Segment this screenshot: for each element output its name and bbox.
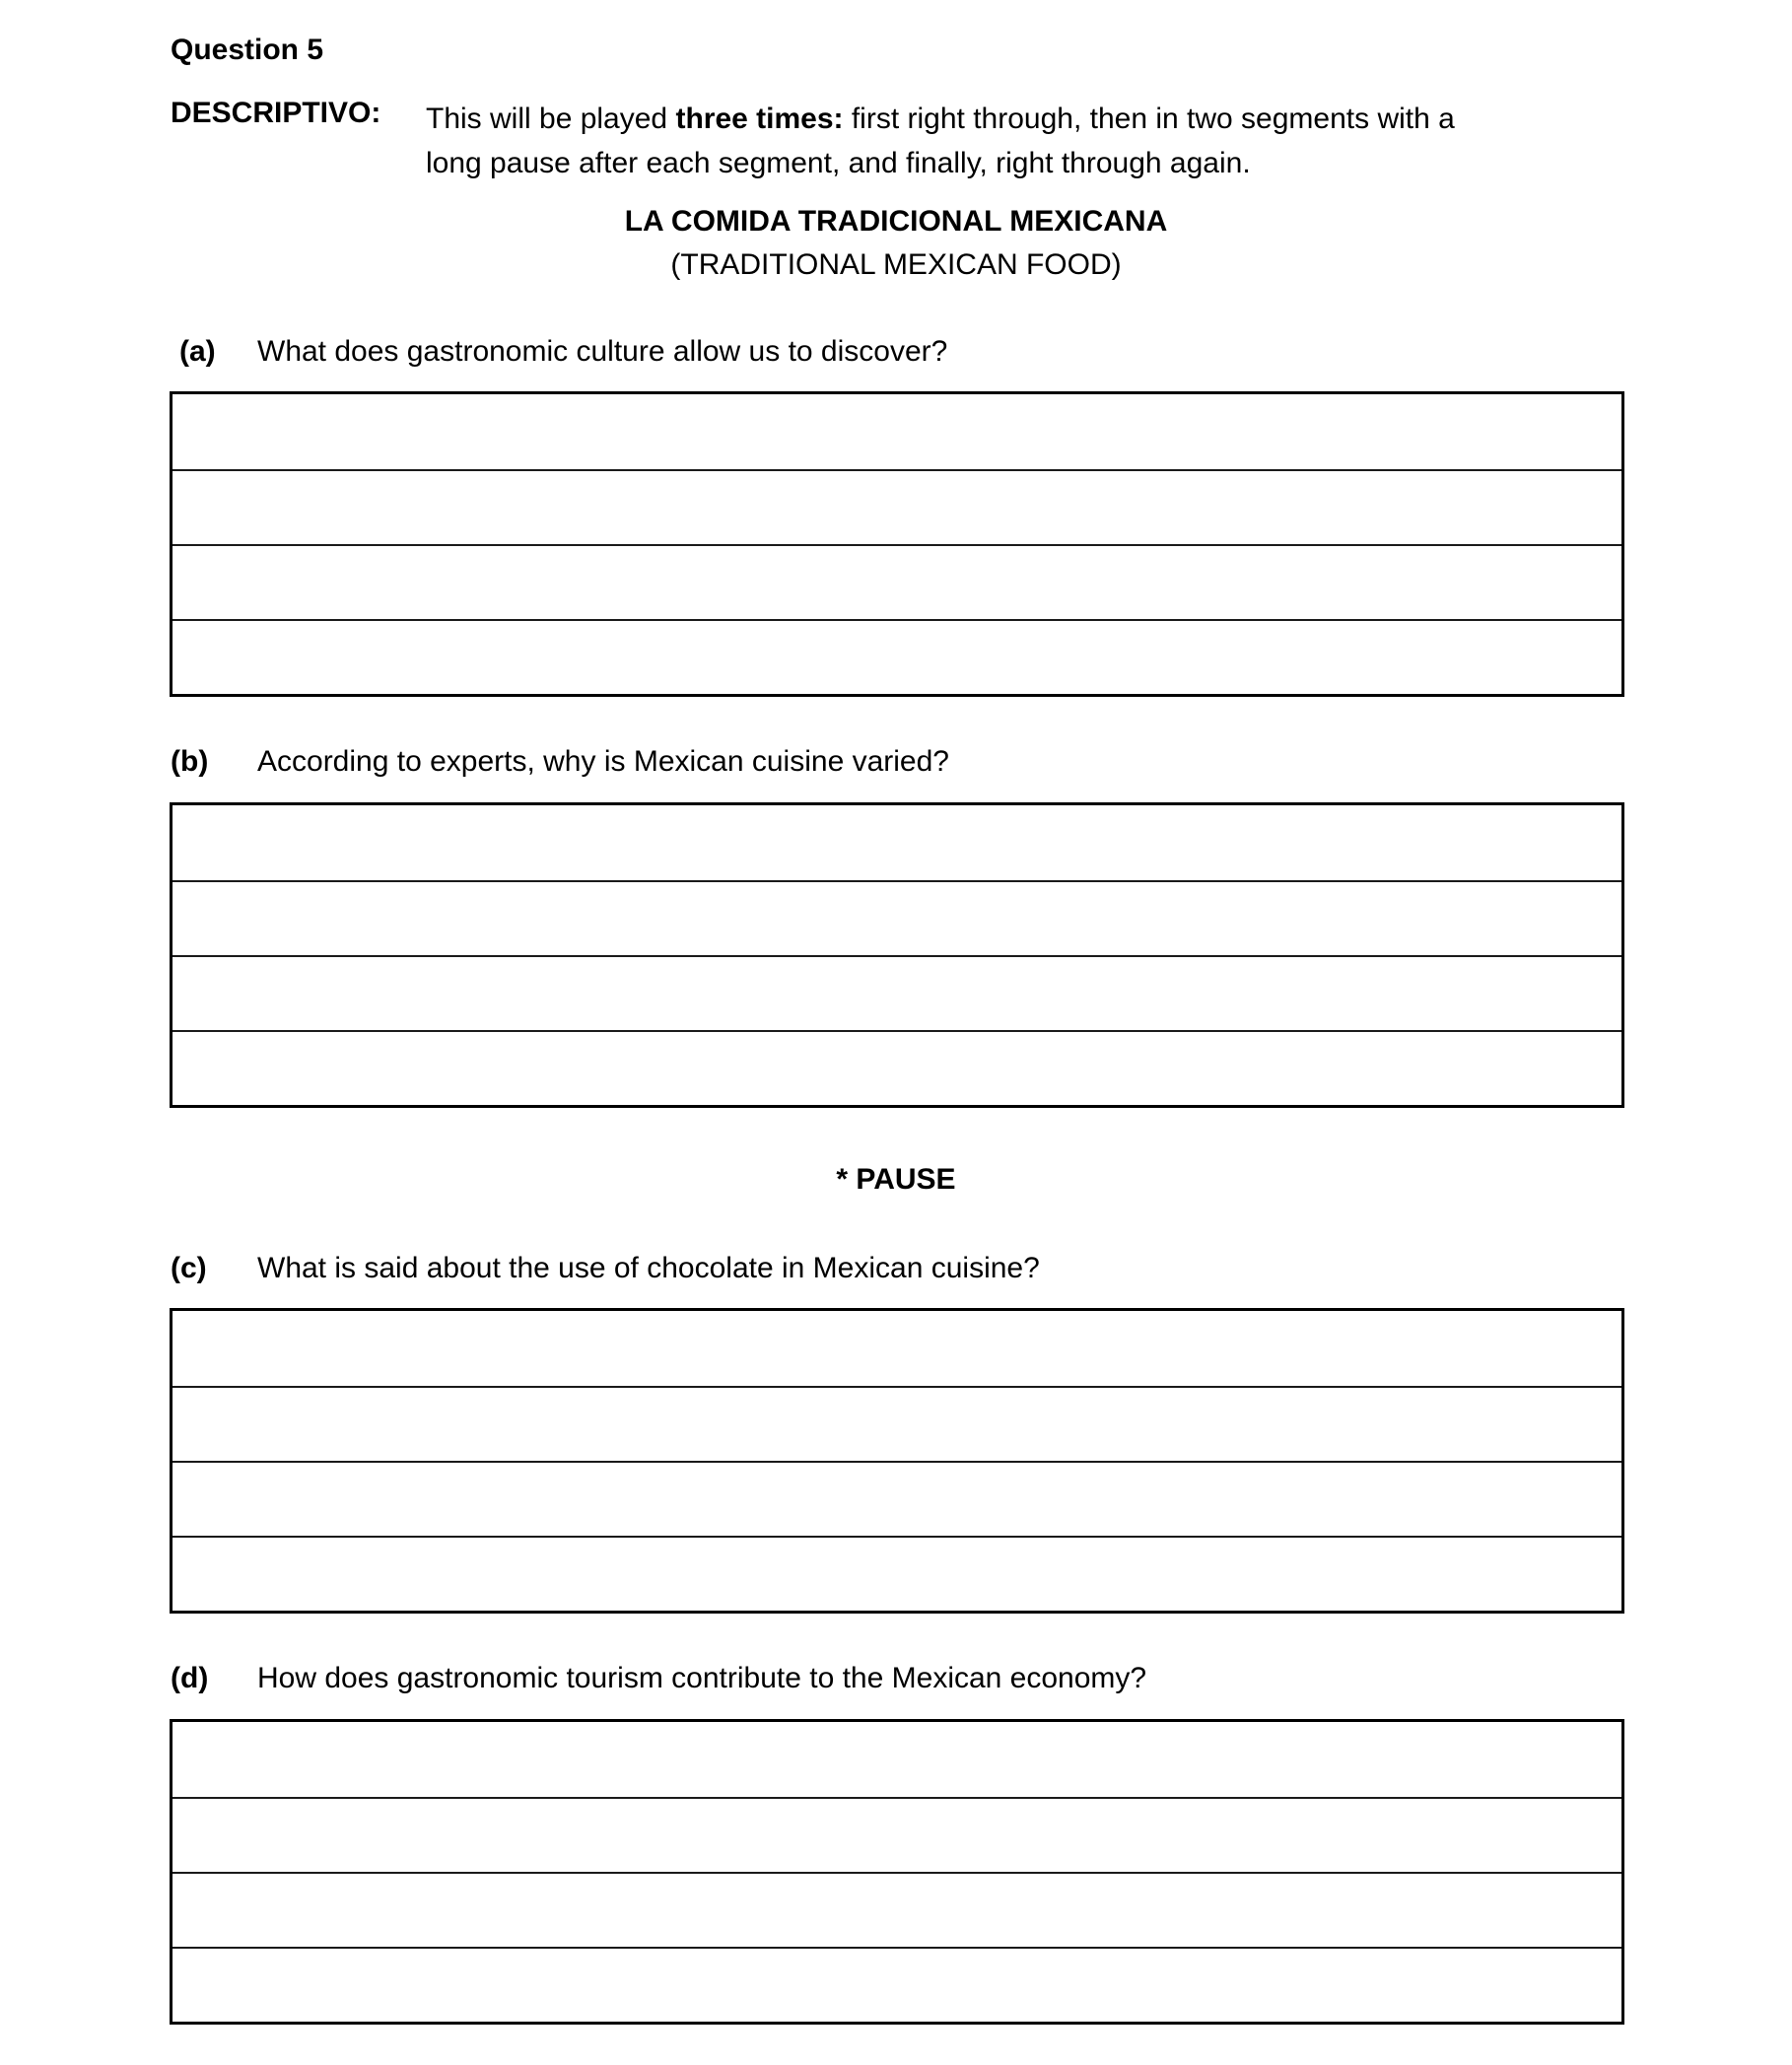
answer-box-b[interactable] <box>170 802 1624 1108</box>
passage-title-english: (TRADITIONAL MEXICAN FOOD) <box>670 248 1122 281</box>
answer-line[interactable] <box>172 1722 1621 1797</box>
answer-line[interactable] <box>172 619 1621 694</box>
answer-line[interactable] <box>172 1872 1621 1947</box>
question-a-label: (a) <box>179 335 216 368</box>
question-b-text: According to experts, why is Mexican cuisine varied? <box>257 745 949 778</box>
answer-line[interactable] <box>172 1536 1621 1611</box>
answer-line[interactable] <box>172 1461 1621 1536</box>
instruction-line-1 <box>426 97 1455 141</box>
answer-line[interactable] <box>172 805 1621 880</box>
answer-line[interactable] <box>172 1947 1621 2022</box>
instruction-part-2: first right through, then in two segments with a <box>843 103 1455 135</box>
question-c-label: (c) <box>171 1252 207 1284</box>
answer-box-c[interactable] <box>170 1308 1624 1614</box>
instruction-emphasis: three times: <box>675 103 844 135</box>
question-heading: Question 5 <box>171 34 324 66</box>
instruction-line-2: long pause after each segment, and finally, right through again. <box>426 147 1251 179</box>
answer-box-d[interactable] <box>170 1719 1624 2025</box>
answer-line[interactable] <box>172 1311 1621 1386</box>
answer-line[interactable] <box>172 955 1621 1030</box>
answer-line[interactable] <box>172 544 1621 619</box>
question-c-text: What is said about the use of chocolate in Mexican cuisine? <box>257 1252 1040 1284</box>
answer-box-a[interactable] <box>170 391 1624 697</box>
answer-line[interactable] <box>172 469 1621 544</box>
instruction-label: DESCRIPTIVO: <box>171 97 381 129</box>
answer-line[interactable] <box>172 1030 1621 1105</box>
question-d-text: How does gastronomic tourism contribute to the Mexican economy? <box>257 1662 1147 1694</box>
instruction-part-1: This will be played <box>426 103 676 135</box>
answer-line[interactable] <box>172 1386 1621 1461</box>
question-b-label: (b) <box>171 745 209 778</box>
answer-line[interactable] <box>172 1797 1621 1872</box>
answer-line[interactable] <box>172 394 1621 469</box>
question-d-label: (d) <box>171 1662 209 1694</box>
pause-marker: * PAUSE <box>836 1163 956 1196</box>
passage-title-spanish: LA COMIDA TRADICIONAL MEXICANA <box>624 205 1168 238</box>
question-a-text: What does gastronomic culture allow us to discover? <box>257 335 948 368</box>
instruction-text <box>426 97 1455 185</box>
answer-line[interactable] <box>172 880 1621 955</box>
